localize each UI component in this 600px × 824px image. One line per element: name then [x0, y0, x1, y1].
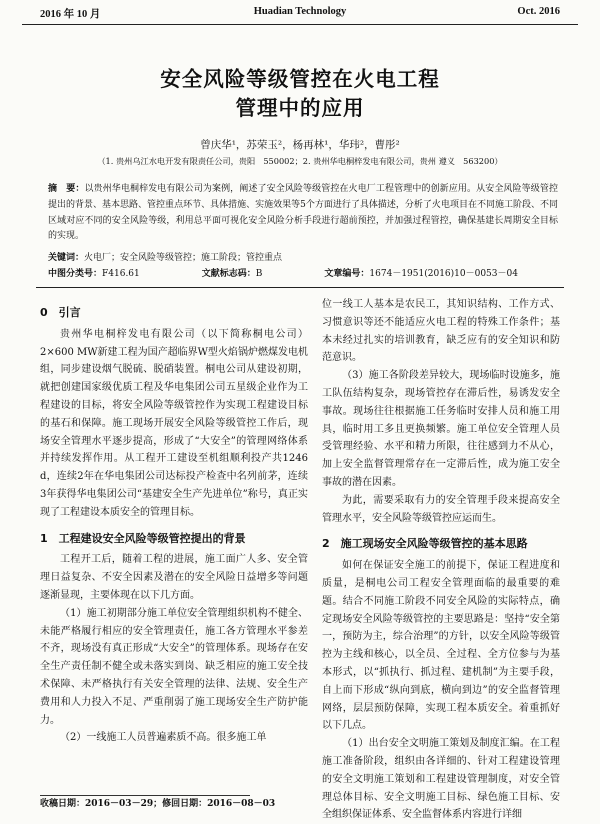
section-2-heading: 2 施工现场安全风险等级管控的基本思路: [322, 537, 528, 551]
header-date: 2016 年 10 月: [40, 9, 101, 20]
article-id-value: 1674－1951(2016)10－0053－04: [369, 269, 518, 279]
section-0-heading: 0 引言: [40, 306, 81, 319]
right-column: [322, 296, 560, 824]
background-item-1: （1）施工初期部分施工单位安全管理组织机构不健全、未能严格履行相应的安全管理责任，施工各方管理水平参差不齐，现场没有真正形成“大安全”的管理体系。现场存在安全生产责任制不健全或未落实到岗、缺乏相应的施工安全技术保障、未严格执行有关安全管理的法律、法规、安全生产费用和人力投入不足、严重削弱了施工现场安全生产防护能力。: [40, 607, 308, 726]
clc-value: F416.61: [102, 269, 140, 279]
background-item-2: （2）一线施工人员普遍素质不高。很多施工单: [60, 732, 267, 744]
title-line-1: 安全风险等级管控在火电工程: [160, 67, 440, 91]
affiliation: （1. 贵州乌江水电开发有限责任公司，贵阳 550002；2. 贵州华电桐梓发电有限公司，贵州 遵义 563200）: [97, 156, 503, 166]
section-1-heading: 1 工程建设安全风险等级管控提出的背景: [40, 531, 246, 545]
header-journal: Huadian Technology: [253, 6, 347, 17]
abstract-text: 以贵州华电桐梓发电有限公司为案例，阐述了安全风险等级管控在火电厂工程管理中的创新应用。从安全风险等级管控提出的背景、基本思路、管控重点环节、具体措施、实施效果等5个方面进行了具体描述，分析了火电项目在不同施工阶段、不同区域对应不同的安全风险等级，利用总平面可视化安全风险分析手段进行超前预控，并加强过程管控，确保基建长周期安全目标的实现。: [48, 184, 558, 242]
abstract-label: 摘 要：: [48, 184, 85, 194]
doc-code-value: B: [255, 269, 263, 279]
doc-code-label: 文献标志码：: [201, 269, 256, 279]
authors: 曾庆华¹，苏荣玉²，杨再林¹，华玮²，曹彤²: [200, 139, 400, 151]
abstract-rule: [36, 287, 564, 288]
background-paragraph: 工程开工后，随着工程的进展，施工面广人多、安全管理日益复杂、不安全因素及潜在的安全风险日益增多等问题逐渐显现，主要体现在以下几方面。: [40, 554, 308, 601]
article-id-label: 文章编号：: [324, 269, 370, 279]
keywords-text: 火电厂；安全风险等级管控；施工阶段；管控重点: [84, 253, 283, 263]
keywords: [48, 251, 558, 267]
intro-paragraph: 贵州华电桐梓发电有限公司（以下简称桐电公司）2×600 MW新建工程为国产超临界W型火焰锅炉燃煤发电机组，同步建设烟气脱硫、脱硝装置。桐电公司从建设初期，就把创建国家级优质工程及华电集团公司五星级企业作为工程建设的目标，将安全风险等级管控作为实现工程建设目标的基石和保障。施工现场开展安全风险等级管控工作后，现场安全管理水平逐步提高，形成了“大安全”的管理网络体系并持续发挥作用。从工程开工建设至机组顺利投产共1246 d，连续2年在华电集团公司达标投产检查中名列前茅，连续3年获得华电集团公司“基建安全生产先进单位”称号，真正实现了工程建设本质安全的管理目标。: [40, 328, 308, 518]
left-column: [40, 304, 308, 747]
header-rule: [22, 24, 578, 25]
title-line-2: 管理中的应用: [235, 96, 365, 120]
footnote-received: 收稿日期：2016－03－29；修回日期：2016－08－03: [40, 799, 276, 809]
background-item-3: （3）施工各阶段差异较大，现场临时设施多，施工队伍结构复杂，现场管控存在滞后性，易诱发安全事故。现场往往根据施工任务临时安排人员和施工用具，临时用工多且更换频繁。施工单位安全管理人员受管理经验、水平和精力所限，往往感到力不从心，加上安全监督管理常存在一定滞后性，成为施工安全事故的潜在因素。: [322, 370, 560, 488]
item-2-continued: 位一线工人基本是农民工，其知识结构、工作方式、习惯意识等还不能适应火电工程的特殊工作条件；基本未经过扎实的培训教育，缺乏应有的安全知识和防范意识。: [322, 299, 560, 364]
footnote-rule: [40, 795, 250, 796]
conclusion-paragraph: 为此，需要采取有力的安全管理手段来提高安全管理水平，安全风险等级管控应运而生。: [322, 494, 560, 524]
clc-label: 中图分类号：: [48, 269, 103, 279]
approach-paragraph: 如何在保证安全施工的前提下，保证工程进度和质量，是桐电公司工程安全管理面临的最重要的难题。结合不同施工阶段不同安全风险的实际特点，确定现场安全风险等级管控的主要思路是：坚持“安全第一，预防为主，综合治理”的方针，以安全风险等级管控为主线和核心，以全员、全过程、全方位参与为基本形式，以“抓执行、抓过程、建机制”为主要手段，自上而下形成“纵向到底，横向到边”的安全监督管理网络，层层预防保障，实现工程本质安全。着重抓好以下几点。: [322, 560, 560, 732]
header-month: Oct. 2016: [517, 6, 560, 17]
abstract: [48, 182, 558, 245]
keywords-label: 关键词：: [48, 253, 85, 263]
approach-item-1: （1）出台安全文明施工策划及制度汇编。在工程施工准备阶段，组织由各详细的、针对工程建设管理的安全文明施工策划和工程建设管理制度，对安全管理总体目标、安全文明施工目标、绿色施工目标、安全组织保证体系、安全监督体系内容进行详细: [322, 738, 560, 821]
classification: [48, 267, 558, 283]
